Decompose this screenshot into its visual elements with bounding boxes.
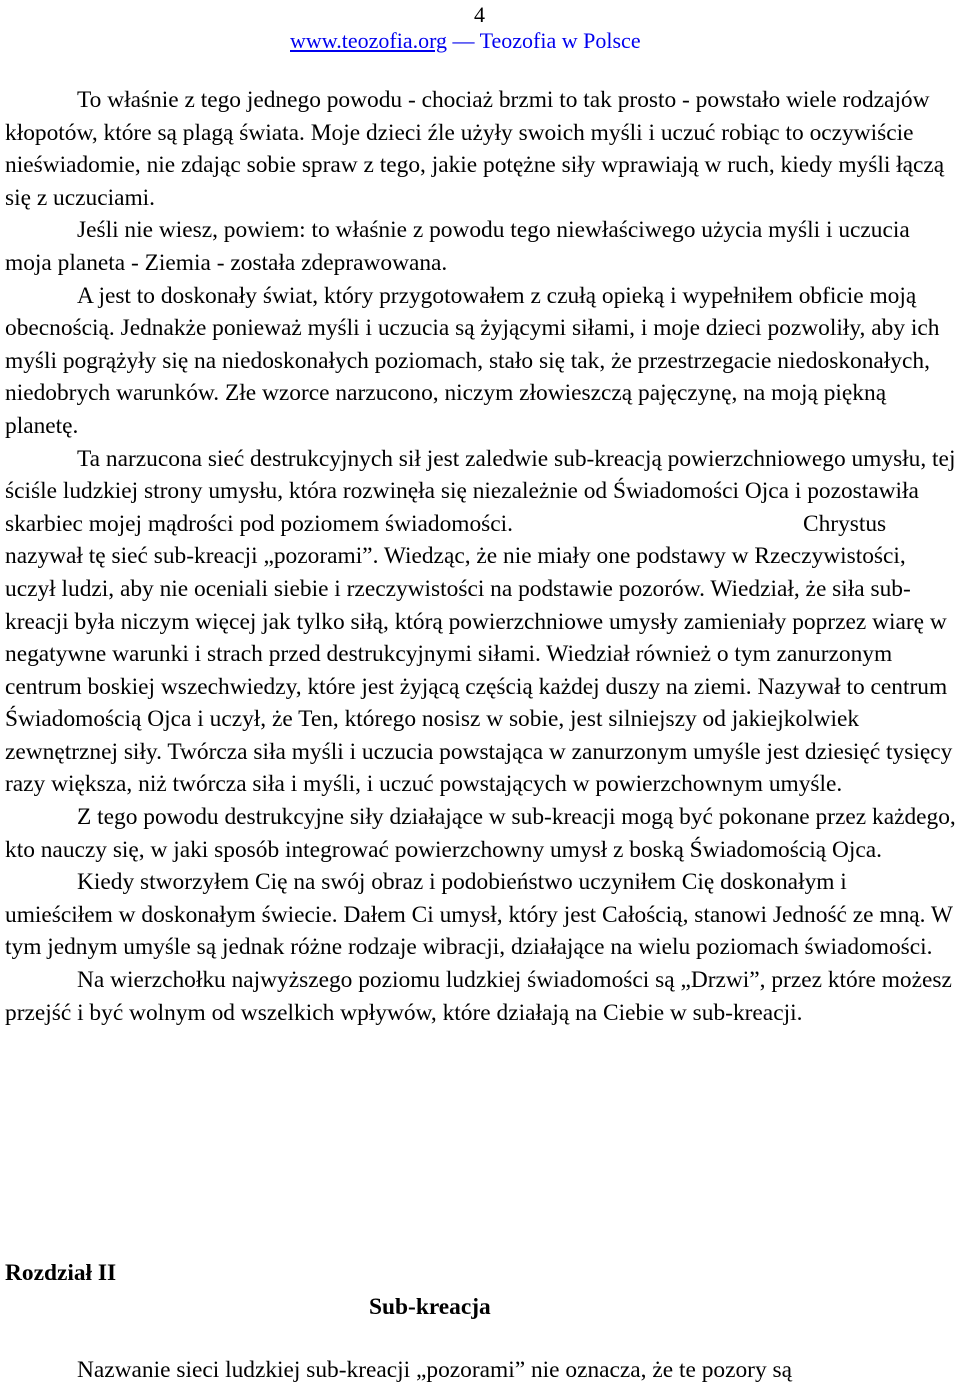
- site-link[interactable]: www.teozofia.org: [290, 28, 448, 53]
- running-header: [290, 28, 641, 54]
- paragraph: [5, 443, 957, 802]
- paragraph: Na wierzchołku najwyższego poziomu ludzkiej świadomości są „Drzwi”, przez które możesz przejść i być wolnym od wszelkich wpływów, które działają na Ciebie w sub-kreacji.: [5, 967, 952, 1026]
- page-number: 4: [474, 2, 485, 27]
- header-separator: —: [452, 28, 475, 53]
- paragraph: Jeśli nie wiesz, powiem: to właśnie z powodu tego niewłaściwego użycia myśli i uczucia moja planeta - Ziemia - została zdeprawowana.: [5, 217, 910, 276]
- chapter-label: Rozdział II: [5, 1260, 117, 1286]
- paragraph-part: Chrystus nazywał tę sieć sub-kreacji „pozorami”. Wiedząc, że nie miały one podstawy w Rzeczywistości, uczył ludzi, aby nie oceniali siebie i rzeczywistości na podstawie pozorów. Wiedział, że siła sub-kreacji była niczym więcej jak tylko siłą, którą powierzchniowe umysły zamieniały poprzez wiarę w negatywne warunki i strach przed destrukcyjnymi siłami. Wiedział również o tym zanurzonym centrum boskiej wszechwiedzy, które jest żyjącą częścią każdej duszy na ziemi. Nazywał to centrum Świadomością Ojca i uczył, że Ten, którego nosisz w sobie, jest silniejszy od jakiejkolwiek zewnętrznej siły. Twórcza siła myśli i uczucia powstająca w zanurzonym umyśle jest dziesięć tysięcy razy większa, niż twórcza siła i myśli, i uczuć powstających w powierzchownym umyśle.: [5, 510, 953, 798]
- paragraph: To właśnie z tego jednego powodu - chociaż brzmi to tak prosto - powstało wiele rodzajów kłopotów, które są plagą świata. Moje dzieci źle użyły swoich myśli i uczuć robiąc to oczywiście nieświadomie, nie zdając sobie spraw z tego, jakie potężne siły wprawiają w ruch, kiedy myśli łączą się z uczuciami.: [5, 87, 945, 211]
- paragraph: A jest to doskonały świat, który przygotowałem z czułą opieką i wypełniłem obficie moją obecnością. Jednakże ponieważ myśli i uczucia są żyjącymi siłami, i moje dzieci pozwoliły, aby ich myśli pogrążyły się na niedoskonałych poziomach, stało się tak, że przestrzegacie niedoskonałych, niedobrych warunków. Złe wzorce narzucono, niczym złowieszczą pajęczynę, na moją piękną planetę.: [5, 282, 940, 439]
- paragraph: Z tego powodu destrukcyjne siły działające w sub-kreacji mogą być pokonane przez każdego, kto nauczy się, w jaki sposób integrować powierzchowny umysł z boską Świadomością Ojca.: [5, 804, 956, 863]
- paragraph-start: Nazwanie sieci ludzkiej sub-kreacji „pozorami” nie oznacza, że te pozory są: [77, 1357, 793, 1383]
- paragraph-part: Ta narzucona sieć destrukcyjnych sił jest zaledwie sub-kreacją powierzchniowego umysłu, tej ściśle ludzkiej strony umysłu, która rozwinęła się niezależnie od Świadomości Ojca i pozostawiła skarbiec mojej mądrości pod poziomem świadomości.: [5, 445, 956, 537]
- chapter-title: Sub-kreacja: [369, 1294, 491, 1320]
- body-text: [5, 84, 957, 1029]
- paragraph: Kiedy stworzyłem Cię na swój obraz i podobieństwo uczyniłem Cię doskonałym i umieściłem w doskonałym świecie. Dałem Ci umysł, który jest Całością, stanowi Jedność ze mną. W tym jednym umyśle są jednak różne rodzaje wibracji, działające na wielu poziomach świadomości.: [5, 869, 953, 961]
- site-title: Teozofia w Polsce: [479, 28, 641, 53]
